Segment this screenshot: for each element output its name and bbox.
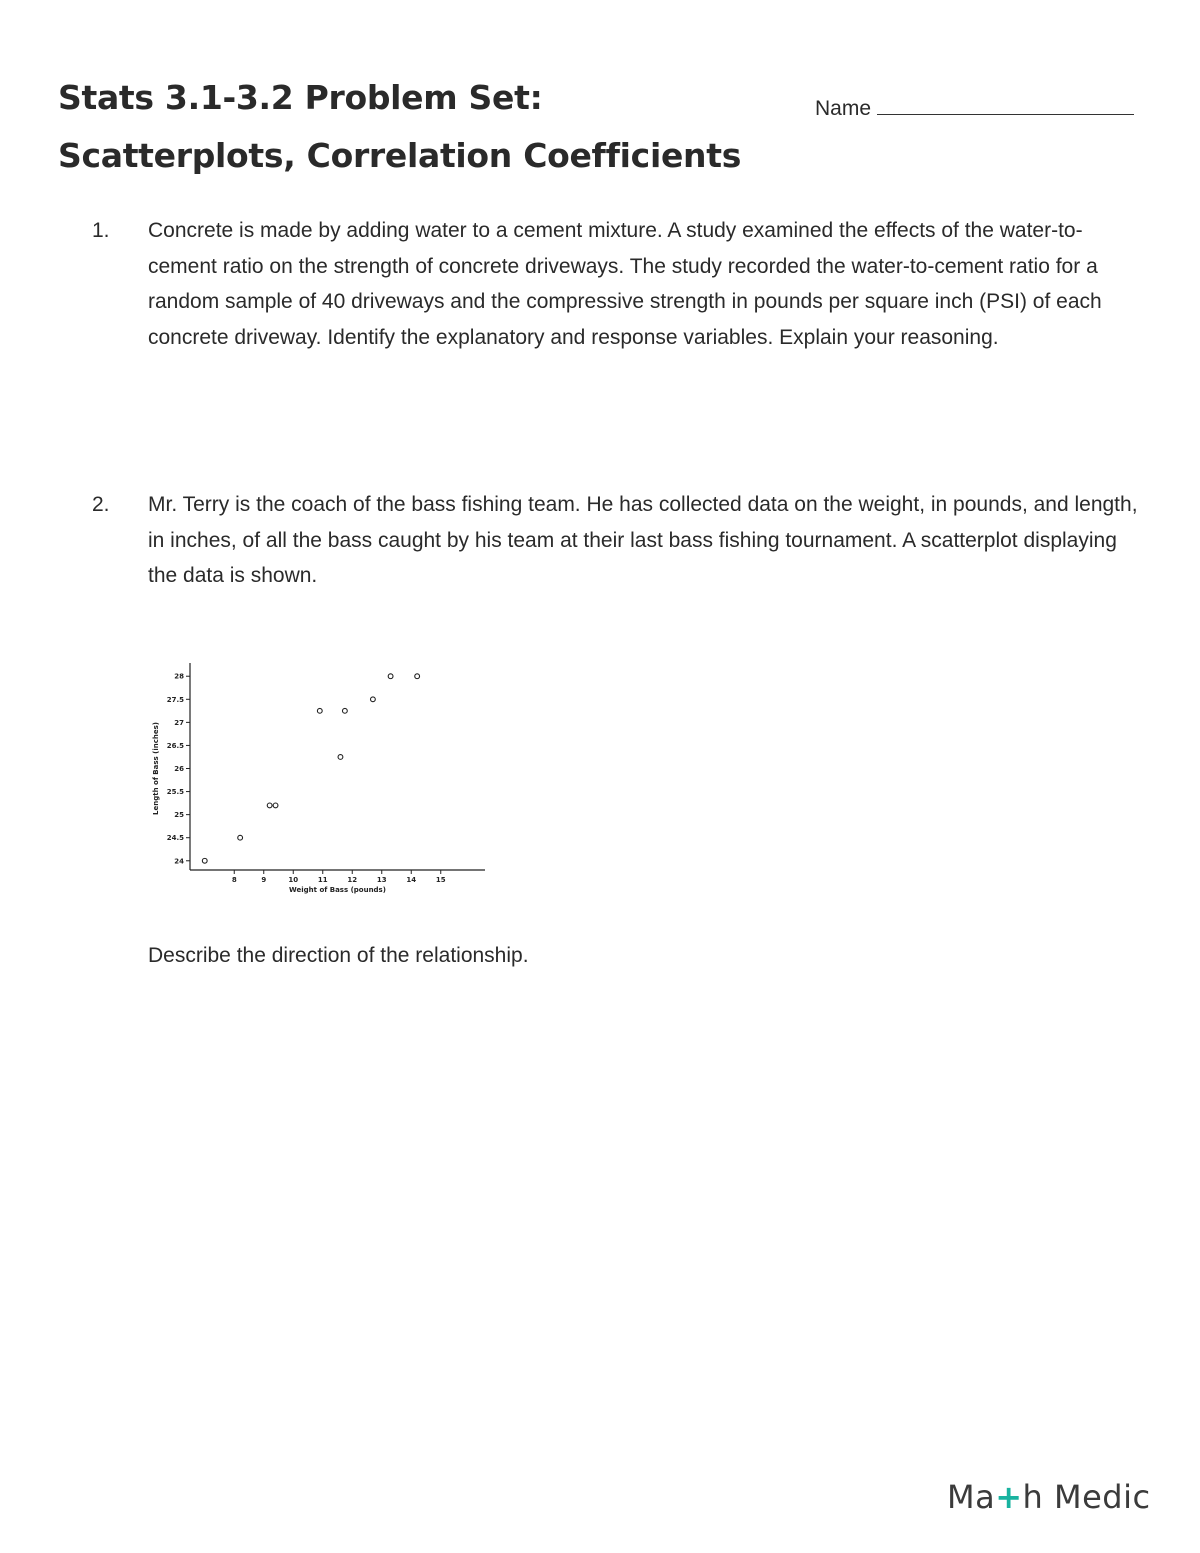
name-blank-line[interactable] (877, 96, 1134, 115)
data-point (371, 697, 376, 702)
data-point (388, 674, 393, 679)
page-title: Stats 3.1-3.2 Problem Set: (58, 78, 543, 117)
logo-text-start: Ma (947, 1478, 996, 1516)
x-axis-label: Weight of Bass (pounds) (289, 886, 386, 894)
data-point (267, 803, 272, 808)
y-tick-label: 24.5 (166, 834, 184, 843)
logo-plus-icon: + (995, 1478, 1023, 1516)
y-tick-label: 27.5 (166, 695, 184, 704)
scatterplot-chart (140, 655, 500, 900)
question-2-prompt: Describe the direction of the relationship. (148, 944, 529, 967)
data-point (338, 755, 343, 760)
x-tick-label: 10 (288, 876, 299, 884)
name-label: Name (815, 97, 872, 120)
page-subtitle: Scatterplots, Correlation Coefficients (58, 136, 742, 175)
x-tick-label: 9 (261, 876, 267, 884)
y-tick-label: 25.5 (166, 788, 184, 797)
y-tick-label: 26 (174, 765, 184, 773)
question-number: 1. (92, 219, 110, 242)
x-tick-label: 12 (347, 876, 358, 884)
y-tick-label: 27 (174, 718, 184, 727)
question-text: Concrete is made by adding water to a cement mixture. A study examined the effects of the water-to-cement ratio on the strength of concrete driveways. The study recorded the water-to-cement ratio for a random sample of 40 driveways and the compressive strength in pounds per square inch (PSI) of each concrete driveway. Identify the explanatory and response variables. Explain your reasoning. (148, 219, 1102, 349)
data-point (202, 858, 207, 863)
question-text: Mr. Terry is the coach of the bass fishing team. He has collected data on the weight, in pounds, and length, in inches, of all the bass caught by his team at their last bass fishing tournament. A scatterplot displaying the data is shown. (148, 493, 1138, 587)
x-tick-label: 8 (231, 876, 237, 884)
question-number: 2. (92, 493, 110, 516)
x-tick-label: 14 (406, 876, 417, 884)
scatterplot-svg (140, 655, 500, 900)
x-tick-label: 13 (376, 876, 387, 884)
data-point (415, 674, 420, 679)
data-point (317, 708, 322, 713)
data-point (273, 803, 278, 808)
y-axis-label: Length of Bass (inches) (152, 722, 160, 815)
data-point (238, 835, 243, 840)
logo-text-end: h Medic (1022, 1478, 1151, 1516)
math-medic-logo (947, 1478, 1151, 1516)
x-tick-label: 15 (435, 876, 446, 884)
y-tick-label: 25 (174, 811, 184, 820)
data-point (342, 708, 347, 713)
y-tick-label: 24 (174, 857, 184, 866)
name-field[interactable] (815, 96, 1134, 121)
y-tick-label: 26.5 (166, 741, 184, 750)
x-tick-label: 11 (317, 876, 328, 884)
y-tick-label: 28 (174, 672, 184, 681)
